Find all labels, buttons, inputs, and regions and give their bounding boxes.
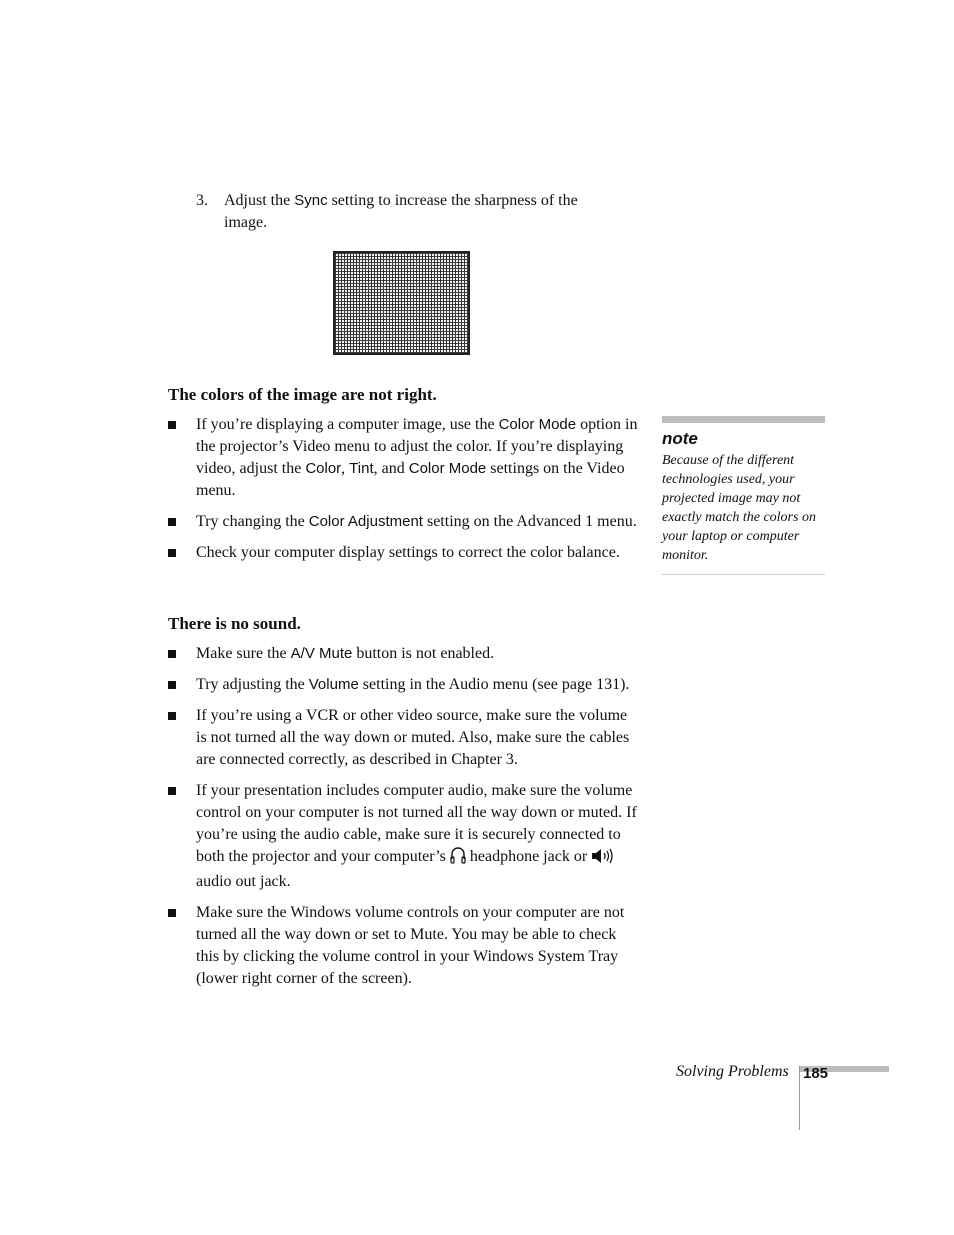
bullet-square-icon: [168, 712, 176, 720]
step-text: Adjust the Sync setting to increase the sharpness of the image.: [224, 192, 578, 231]
list-item: Try changing the Color Adjustment setting on the Advanced 1 menu.: [168, 511, 638, 533]
list-item: Make sure the Windows volume controls on your computer are not turned all the way down or set to Mute. You may be able to check this by clicking the volume control in your Windows System Tray (lower right corner of the screen).: [168, 902, 638, 990]
note-sidebar: [662, 416, 825, 575]
list-item: Try adjusting the Volume setting in the Audio menu (see page 131).: [168, 674, 638, 696]
note-title: note: [662, 429, 698, 448]
footer-vertical-rule: [799, 1066, 800, 1130]
bullet-square-icon: [168, 421, 176, 429]
sync-term: Sync: [294, 192, 328, 209]
speaker-icon: [591, 848, 615, 871]
list-item: If you’re using a VCR or other video source, make sure the volume is not turned all the way down or muted. Also, make sure the cables are connected correctly, as described in Chapter 3.: [168, 705, 638, 771]
note-bottom-rule: [662, 574, 825, 575]
step-number: 3.: [196, 192, 208, 209]
page-number: 185: [803, 1065, 829, 1082]
footer-section-title: Solving Problems: [676, 1063, 789, 1080]
colors-bullet-list: [168, 414, 638, 573]
list-item: If your presentation includes computer audio, make sure the volume control on your computer is not turned all the way down or muted. If you’re using the audio cable, make sure it is securely connected to both the projector and your computer’s headphone jack or audio out jack.: [168, 780, 638, 893]
bullet-square-icon: [168, 549, 176, 557]
sync-test-pattern-image: [333, 251, 470, 355]
bullet-square-icon: [168, 909, 176, 917]
bullet-square-icon: [168, 787, 176, 795]
list-item: Check your computer display settings to correct the color balance.: [168, 542, 638, 564]
bullet-square-icon: [168, 681, 176, 689]
sound-bullet-list: [168, 643, 638, 999]
note-body: Because of the different technologies used, your projected image may not exactly match the colors on your laptop or computer monitor.: [662, 453, 816, 563]
list-item: Make sure the A/V Mute button is not enabled.: [168, 643, 638, 665]
bullet-square-icon: [168, 518, 176, 526]
sound-heading: There is no sound.: [168, 614, 301, 633]
colors-heading: The colors of the image are not right.: [168, 385, 437, 404]
note-top-bar: [662, 416, 825, 423]
bullet-square-icon: [168, 650, 176, 658]
list-item: If you’re displaying a computer image, use the Color Mode option in the projector’s Video menu to adjust the color. If you’re displaying video, adjust the Color, Tint, and Color Mode settings on the Video menu.: [168, 414, 638, 502]
headphone-icon: [450, 846, 466, 871]
